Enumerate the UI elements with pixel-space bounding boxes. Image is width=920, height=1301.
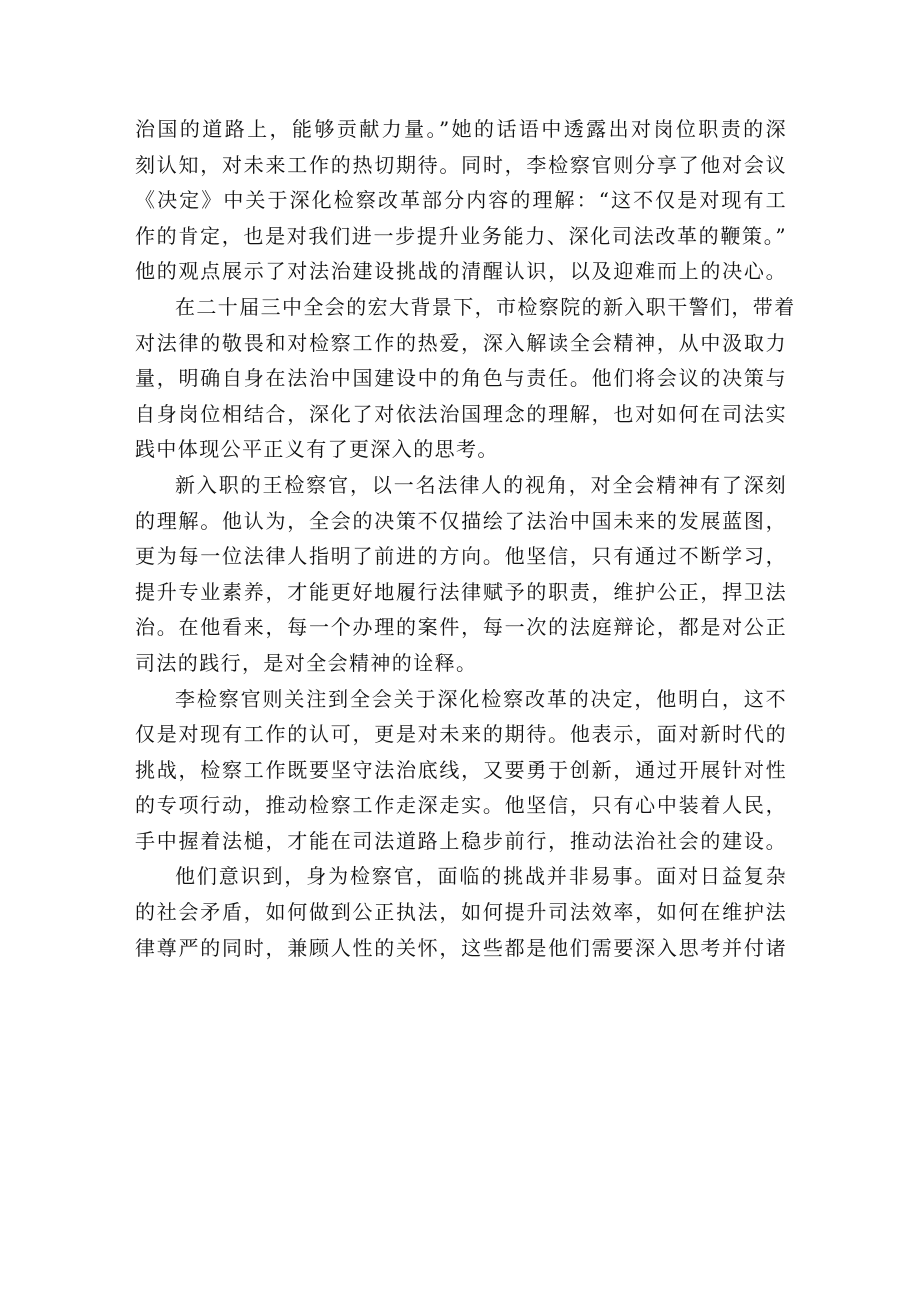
text-line: 治。在他看来，每一个办理的案件，每一次的法庭辩论，都是对公正 <box>135 615 787 640</box>
text-line: 对法律的敬畏和对检察工作的热爱，深入解读全会精神，从中汲取力 <box>135 330 787 355</box>
text-line: 刻认知，对未来工作的热切期待。同时，李检察官则分享了他对会议 <box>135 152 787 177</box>
text-line: 挑战，检察工作既要坚守法治底线，又要勇于创新，通过开展针对性 <box>135 757 787 782</box>
text-line: 量，明确自身在法治中国建设中的角色与责任。他们将会议的决策与 <box>135 366 787 391</box>
text-line: 践中体现公平正义有了更深入的思考。 <box>135 437 499 462</box>
text-line: 他们意识到，身为检察官，面临的挑战并非易事。面对日益复杂 <box>175 864 787 889</box>
text-line: 司法的践行，是对全会精神的诠释。 <box>135 650 478 675</box>
text-line: 更为每一位法律人指明了前进的方向。他坚信，只有通过不断学习， <box>135 544 787 569</box>
text-line: 的理解。他认为，全会的决策不仅描绘了法治中国未来的发展蓝图， <box>135 508 787 533</box>
text-line: 自身岗位相结合，深化了对依法治国理念的理解，也对如何在司法实 <box>135 401 787 426</box>
document-body <box>135 112 796 966</box>
paragraph-4 <box>135 682 787 860</box>
text-line: 李检察官则关注到全会关于深化检察改革的决定，他明白，这不 <box>175 686 787 711</box>
text-line: 的专项行动，推动检察工作走深走实。他坚信，只有心中装着人民， <box>135 793 787 818</box>
text-line: 律尊严的同时，兼顾人性的关怀，这些都是他们需要深入思考并付诸 <box>135 935 787 960</box>
text-line: 《决定》中关于深化检察改革部分内容的理解：“这不仅是对现有工 <box>135 188 787 213</box>
paragraph-2 <box>135 290 796 468</box>
paragraph-1 <box>135 112 787 290</box>
paragraph-3 <box>135 468 787 682</box>
text-line: 在二十届三中全会的宏大背景下，市检察院的新入职干警们，带着 <box>175 294 796 319</box>
paragraph-5 <box>135 859 787 966</box>
text-line: 手中握着法槌，才能在司法道路上稳步前行，推动法治社会的建设。 <box>135 828 787 853</box>
text-line: 治国的道路上，能够贡献力量。”她的话语中透露出对岗位职责的深 <box>135 117 787 141</box>
text-line: 新入职的王检察官，以一名法律人的视角，对全会精神有了深刻 <box>175 472 787 497</box>
text-line: 提升专业素养，才能更好地履行法律赋予的职责，维护公正，捍卫法 <box>135 579 787 604</box>
text-line: 仅是对现有工作的认可，更是对未来的期待。他表示，面对新时代的 <box>135 722 787 747</box>
text-line: 的社会矛盾，如何做到公正执法，如何提升司法效率，如何在维护法 <box>135 900 787 925</box>
text-line: 他的观点展示了对法治建设挑战的清醒认识，以及迎难而上的决心。 <box>135 259 787 284</box>
text-line: 作的肯定，也是对我们进一步提升业务能力、深化司法改革的鞭策。” <box>135 223 787 248</box>
